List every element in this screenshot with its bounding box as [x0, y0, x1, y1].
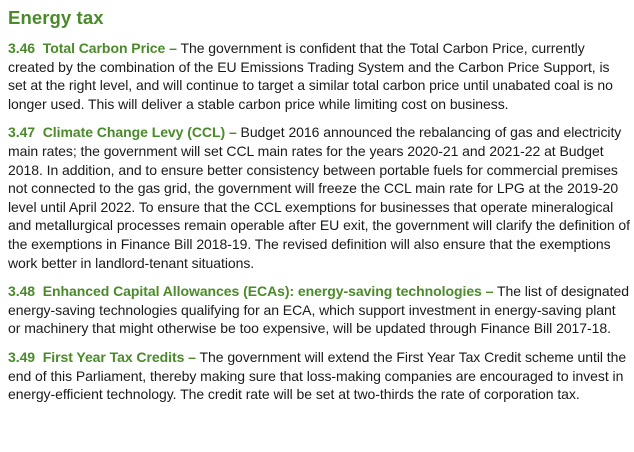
paragraph-heading: Climate Change Levy (CCL): [42, 124, 226, 141]
paragraph-number: 3.49: [8, 348, 36, 365]
paragraph-heading: Total Carbon Price: [42, 40, 166, 56]
paragraph-number: 3.48: [8, 283, 36, 300]
paragraph-number: 3.47: [8, 124, 36, 141]
paragraph-dash: –: [485, 283, 494, 300]
paragraph-dash: –: [169, 40, 177, 56]
paragraph-text: Budget 2016 announced the rebalancing of gas and electricity main rates; the government will set CCL main rates for the years 2020-21 and 2021-22 at Budget 2018. In addition, and to ensure better consistency between portable fuels for commercial premises not connected to the gas grid, the government will freeze the CCL main rate for LPG at the 2019-20 level until April 2022. To ensure that the CCL exemptions for businesses that operate mineralogical and metallurgical processes remain operable after EU exit, the government will clarify the definition of the exemptions in Finance Bill 2018-19. The revised definition will also ensure that the exemptions work better in landlord-tenant situations.: [8, 124, 630, 271]
document-page: [8, 0, 630, 414]
paragraph-number: 3.46: [8, 40, 36, 56]
paragraph-3-47: [8, 123, 630, 272]
paragraph-dash: –: [188, 348, 196, 365]
section-title: Energy tax: [8, 7, 104, 28]
paragraph-text: The government will extend the First Year Tax Credit scheme until the end of this Parliament, thereby making sure that loss-making companies are encouraged to invest in energy-efficient technology. The credit rate will be set at two-thirds the rate of corporation tax.: [8, 348, 627, 403]
paragraph-3-49: [8, 348, 630, 404]
paragraph-heading: Enhanced Capital Allowances (ECAs): energy-saving technologies: [42, 283, 482, 300]
paragraph-text: The government is confident that the Total Carbon Price, currently created by the combination of the EU Emissions Trading System and the Carbon Price Support, is set at the right level, and will continue to target a similar total carbon price until unabated coal is no longer used. This will deliver a stable carbon price while limiting cost on business.: [8, 40, 613, 112]
paragraph-heading: First Year Tax Credits: [42, 348, 185, 365]
paragraph-3-46: [8, 39, 630, 113]
paragraph-3-48: [8, 282, 630, 338]
paragraph-text: The list of designated energy-saving technologies qualifying for an ECA, which support investment in energy-saving plant or machinery that might otherwise be too expensive, will be updated through Finance Bill 2017-18.: [8, 283, 629, 337]
paragraph-dash: –: [228, 124, 237, 141]
